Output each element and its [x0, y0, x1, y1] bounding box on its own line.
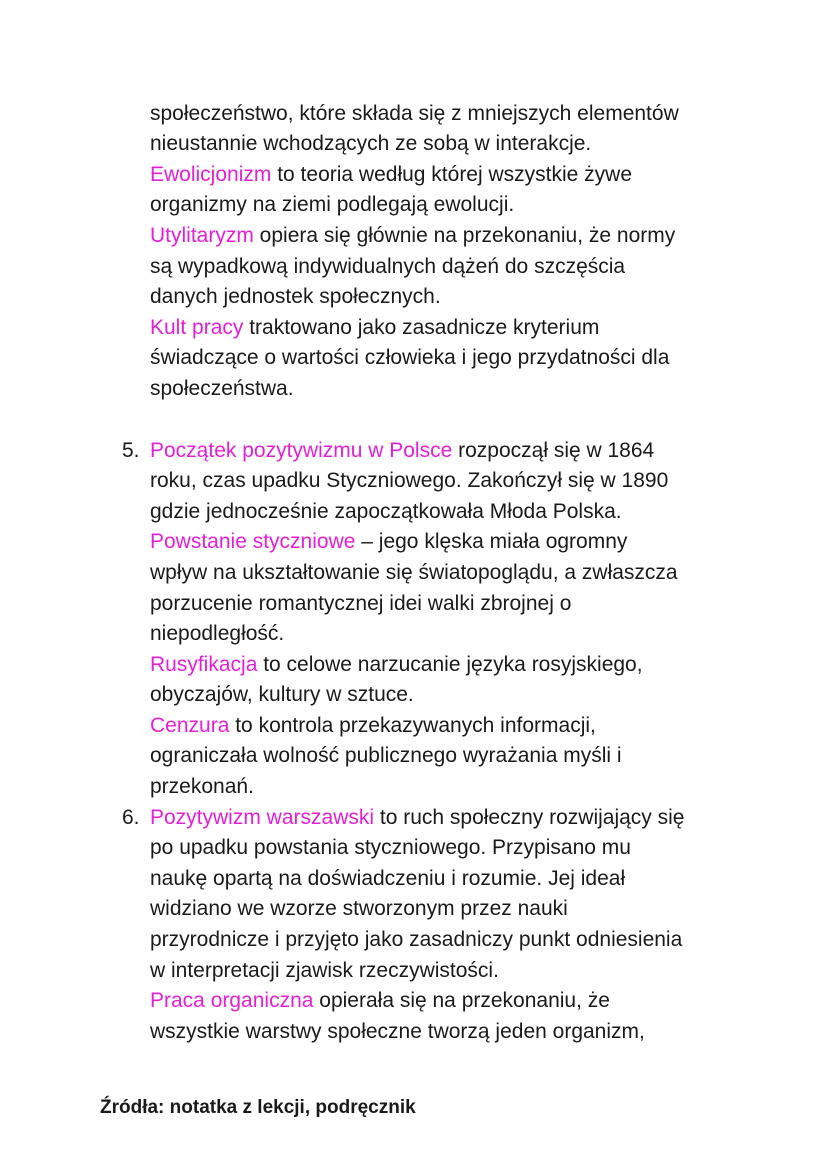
text-line: wpływ na ukształtowanie się światopoglądu, a zwłaszcza: [150, 561, 678, 584]
text-line: przyrodnicze i przyjęto jako zasadniczy punkt odniesienia: [150, 928, 683, 951]
text-line: przekonań.: [150, 775, 254, 798]
list-number-6: 6.: [122, 806, 140, 829]
text-line: są wypadkową indywidualnych dążeń do szczęścia: [150, 255, 626, 278]
text-line: porzucenie romantycznej idei walki zbrojnej o: [150, 592, 572, 615]
definition-text: to ruch społeczny rozwijający się: [374, 806, 685, 829]
term-utylitaryzm: Utylitaryzm: [150, 224, 254, 247]
term-praca-organiczna: Praca organiczna: [150, 989, 314, 1012]
definition-line: [150, 711, 596, 741]
sources-footer: Źródła: notatka z lekcji, podręcznik: [100, 1097, 416, 1118]
definition-line: [150, 803, 685, 833]
definition-text: to kontrola przekazywanych informacji,: [229, 714, 596, 737]
term-rusyfikacja: Rusyfikacja: [150, 653, 258, 676]
text-line: widziano we wzorze stworzonym przez nauki: [150, 897, 568, 920]
definition-line: [150, 221, 675, 251]
text-line: naukę opartą na doświadczeniu i rozumie. Jej ideał: [150, 867, 626, 890]
text-line: po upadku powstania styczniowego. Przypisano mu: [150, 836, 631, 859]
text-line: danych jednostek społecznych.: [150, 285, 441, 308]
term-pozytywizm-warszawski: Pozytywizm warszawski: [150, 806, 375, 829]
definition-text: traktowano jako zasadnicze kryterium: [243, 316, 600, 339]
text-line: obyczajów, kultury w sztuce.: [150, 683, 414, 706]
definition-text: to celowe narzucanie języka rosyjskiego,: [257, 653, 643, 676]
text-line: świadczące o wartości człowieka i jego przydatności dla: [150, 346, 670, 369]
term-kult-pracy: Kult pracy: [150, 316, 244, 339]
text-line: nieustannie wchodzących ze sobą w interakcje.: [150, 132, 592, 155]
text-line: ograniczała wolność publicznego wyrażania myśli i: [150, 744, 622, 767]
definition-text: to teoria według której wszystkie żywe: [271, 163, 633, 186]
definition-line: [150, 160, 632, 190]
definition-line: [150, 986, 610, 1016]
definition-line: [150, 527, 627, 557]
definition-line: [150, 313, 599, 343]
definition-text: – jego klęska miała ogromny: [355, 530, 628, 553]
definition-text: opiera się głównie na przekonaniu, że normy: [253, 224, 676, 247]
term-poczatek-pozytywizmu: Początek pozytywizmu w Polsce: [150, 439, 453, 462]
text-line: w interpretacji zjawisk rzeczywistości.: [150, 959, 499, 982]
text-line: wszystkie warstwy społeczne tworzą jeden organizm,: [150, 1020, 645, 1043]
text-line: społeczeństwo, które składa się z mniejszych elementów: [150, 102, 679, 125]
definition-line: [150, 436, 654, 466]
list-number-5: 5.: [122, 439, 140, 462]
term-powstanie-styczniowe: Powstanie styczniowe: [150, 530, 356, 553]
term-cenzura: Cenzura: [150, 714, 230, 737]
text-line: niepodległość.: [150, 622, 285, 645]
definition-line: [150, 650, 643, 680]
definition-text: rozpoczął się w 1864: [452, 439, 655, 462]
term-ewolicjonizm: Ewolicjonizm: [150, 163, 272, 186]
text-line: społeczeństwa.: [150, 377, 294, 400]
definition-text: opierała się na przekonaniu, że: [313, 989, 610, 1012]
text-line: organizmy na ziemi podlegają ewolucji.: [150, 193, 515, 216]
text-line: roku, czas upadku Styczniowego. Zakończył się w 1890: [150, 469, 669, 492]
text-line: gdzie jednocześnie zapoczątkowała Młoda Polska.: [150, 500, 622, 523]
